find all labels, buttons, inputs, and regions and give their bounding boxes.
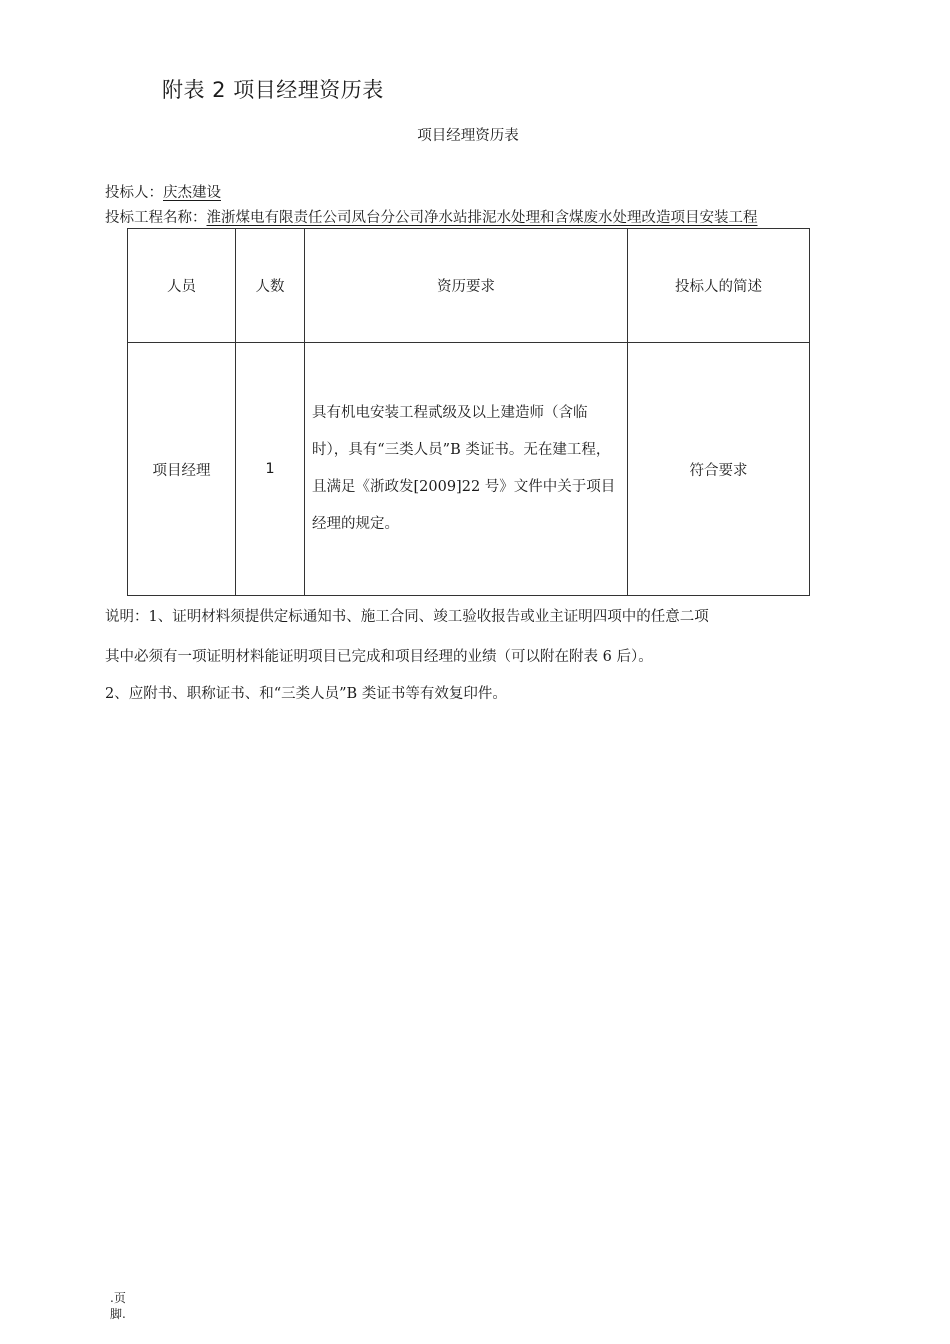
cell-personnel: 项目经理 <box>128 343 236 596</box>
note-line-3: 2、应附书、职称证书、和“三类人员”B 类证书等有效复印件。 <box>105 686 507 702</box>
bidder-line <box>105 181 221 202</box>
document-heading: 附表 2 项目经理资历表 <box>162 78 384 102</box>
note-line-1: 说明：1、证明材料须提供定标通知书、施工合同、竣工验收报告或业主证明四项中的任意二项 <box>105 609 709 625</box>
table-row <box>128 343 810 596</box>
header-count: 人数 <box>236 229 305 343</box>
page-footer <box>110 1290 126 1322</box>
header-personnel: 人员 <box>128 229 236 343</box>
footer-line-2: 脚. <box>110 1307 126 1321</box>
bidder-value: 庆杰建设 <box>163 185 221 201</box>
header-requirement: 资历要求 <box>305 229 628 343</box>
project-name-label: 投标工程名称： <box>105 210 207 226</box>
cell-count: 1 <box>236 343 305 596</box>
cell-requirement: 具有机电安装工程贰级及以上建造师（含临时），具有“三类人员”B 类证书。无在建工程，且满足《浙政发[2009]22 号》文件中关于项目经理的规定。 <box>305 343 628 596</box>
header-statement: 投标人的简述 <box>628 229 810 343</box>
bidder-label: 投标人： <box>105 185 163 201</box>
footer-line-1: .页 <box>110 1291 126 1305</box>
cell-statement: 符合要求 <box>628 343 810 596</box>
note-line-2: 其中必须有一项证明材料能证明项目已完成和项目经理的业绩（可以附在附表 6 后）。 <box>105 649 653 665</box>
table-header-row <box>128 229 810 343</box>
project-name-value: 淮浙煤电有限责任公司凤台分公司净水站排泥水处理和含煤废水处理改造项目安装工程 <box>206 210 758 226</box>
table-title: 项目经理资历表 <box>417 128 519 144</box>
project-name-line <box>105 206 758 227</box>
resume-table <box>127 228 810 596</box>
